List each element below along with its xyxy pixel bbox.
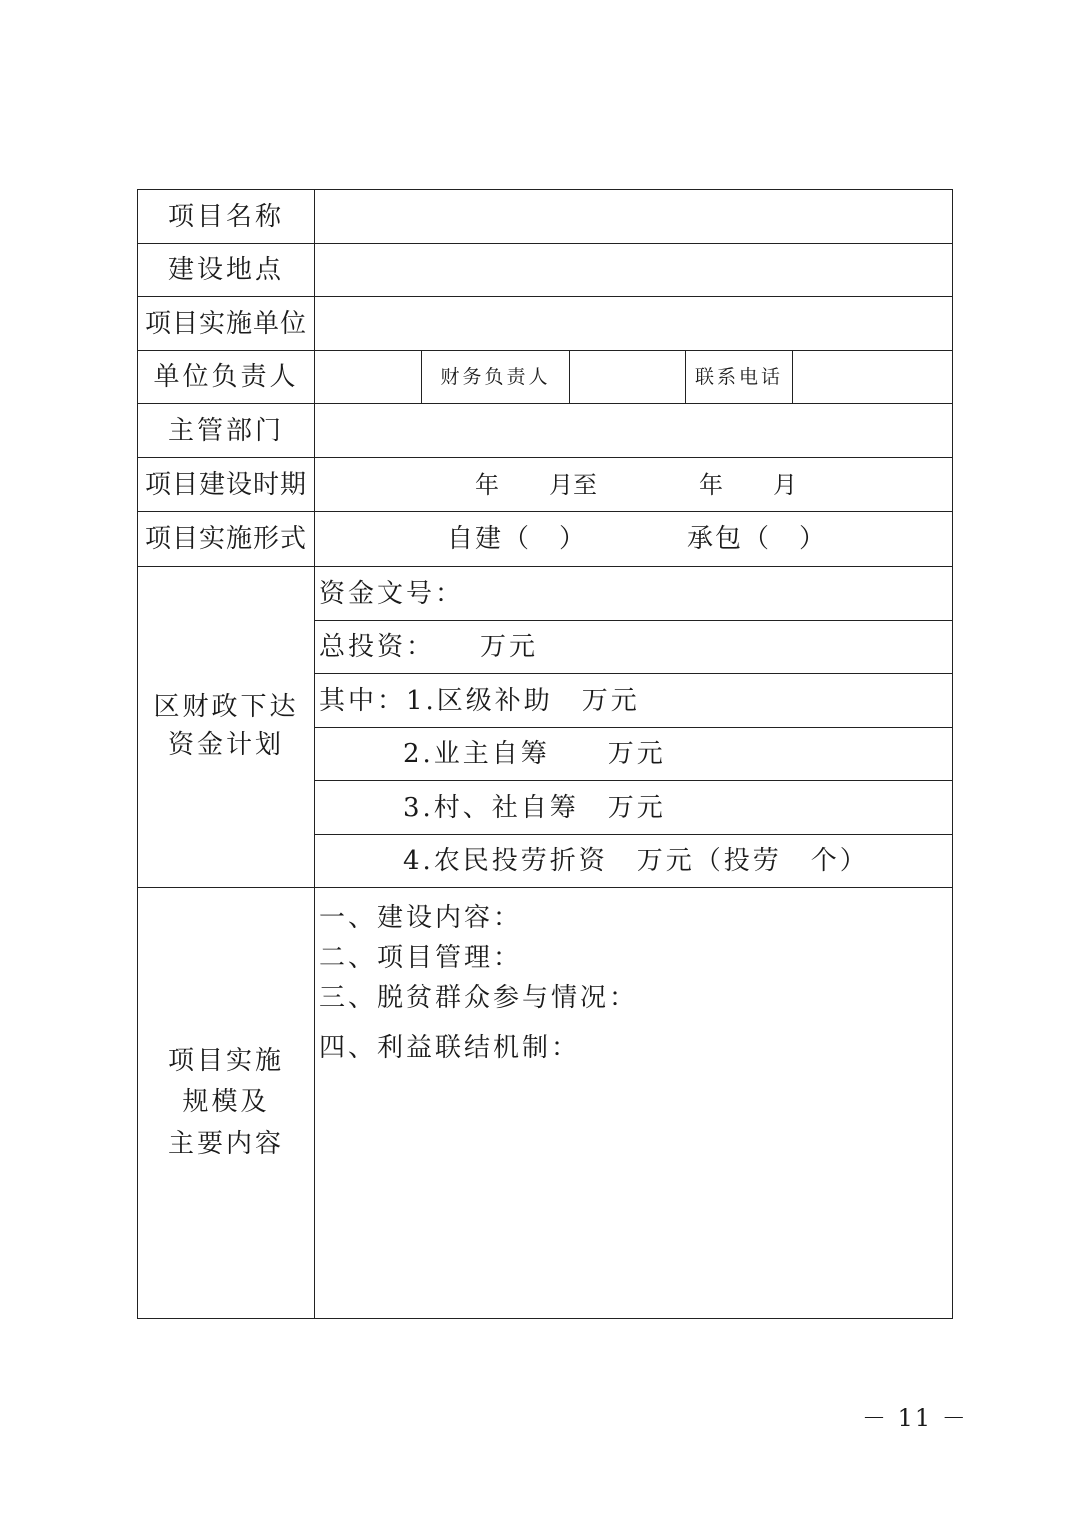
scope-construction-content: 一、建设内容： bbox=[319, 903, 523, 933]
project-form-table bbox=[137, 189, 953, 1319]
period-year-end: 年 bbox=[699, 470, 723, 499]
label-implementation-form: 项目实施形式 bbox=[138, 512, 315, 567]
fund-item-district-subsidy[interactable]: 其中：1.区级补助 万元 bbox=[315, 674, 953, 728]
scope-project-management: 二、项目管理： bbox=[319, 943, 523, 973]
value-construction-period[interactable] bbox=[315, 458, 953, 512]
fund-doc-number[interactable]: 资金文号： bbox=[315, 567, 953, 621]
label-unit-leader: 单位负责人 bbox=[138, 351, 315, 404]
value-implementation-form bbox=[315, 512, 953, 567]
label-project-name: 项目名称 bbox=[138, 190, 315, 244]
option-self-build[interactable]: 自建（ ） bbox=[447, 524, 588, 554]
value-implementing-unit[interactable] bbox=[315, 297, 953, 351]
value-project-name[interactable] bbox=[315, 190, 953, 244]
page-number: － 11 － bbox=[862, 1404, 968, 1432]
row-competent-dept bbox=[138, 404, 953, 458]
label-construction-period: 项目建设时期 bbox=[138, 458, 315, 512]
value-project-scope[interactable] bbox=[315, 888, 953, 1319]
label-project-scope bbox=[138, 888, 315, 1319]
fund-item-farmer-labor[interactable]: 4.农民投劳折资 万元（投劳 个） bbox=[315, 835, 953, 888]
scope-public-participation: 三、脱贫群众参与情况： bbox=[319, 983, 639, 1013]
label-finance-leader: 财务负责人 bbox=[422, 351, 570, 404]
row-project-scope bbox=[138, 888, 953, 1319]
row-construction-period bbox=[138, 458, 953, 512]
row-fund-doc-number bbox=[138, 567, 953, 621]
label-fund-plan-line1: 区财政下达 bbox=[153, 692, 299, 723]
label-contact-phone: 联系电话 bbox=[686, 351, 793, 404]
value-unit-leader[interactable] bbox=[315, 351, 422, 404]
option-contract[interactable]: 承包（ ） bbox=[687, 524, 828, 554]
value-contact-phone[interactable] bbox=[793, 351, 953, 404]
row-leaders bbox=[138, 351, 953, 404]
value-finance-leader[interactable] bbox=[570, 351, 686, 404]
label-project-scope-line1: 项目实施 bbox=[167, 1045, 284, 1076]
label-fund-plan bbox=[138, 567, 315, 888]
row-implementing-unit bbox=[138, 297, 953, 351]
value-location[interactable] bbox=[315, 244, 953, 297]
row-project-name bbox=[138, 190, 953, 244]
period-month-start-to: 月至 bbox=[549, 470, 597, 499]
label-implementing-unit: 项目实施单位 bbox=[138, 297, 315, 351]
fund-total-investment[interactable]: 总投资： 万元 bbox=[315, 621, 953, 674]
row-implementation-form bbox=[138, 512, 953, 567]
label-project-scope-line2: 规模及 bbox=[182, 1087, 270, 1118]
period-month-end: 月 bbox=[773, 470, 797, 499]
period-year-start: 年 bbox=[475, 470, 499, 499]
label-location: 建设地点 bbox=[138, 244, 315, 297]
scope-benefit-mechanism: 四、利益联结机制： bbox=[319, 1033, 581, 1063]
fund-item-village-self-raised[interactable]: 3.村、社自筹 万元 bbox=[315, 781, 953, 835]
label-project-scope-line3: 主要内容 bbox=[167, 1128, 284, 1159]
label-competent-dept: 主管部门 bbox=[138, 404, 315, 458]
value-competent-dept[interactable] bbox=[315, 404, 953, 458]
label-fund-plan-line2: 资金计划 bbox=[167, 730, 284, 760]
row-location bbox=[138, 244, 953, 297]
fund-item-owner-self-raised[interactable]: 2.业主自筹 万元 bbox=[315, 728, 953, 781]
